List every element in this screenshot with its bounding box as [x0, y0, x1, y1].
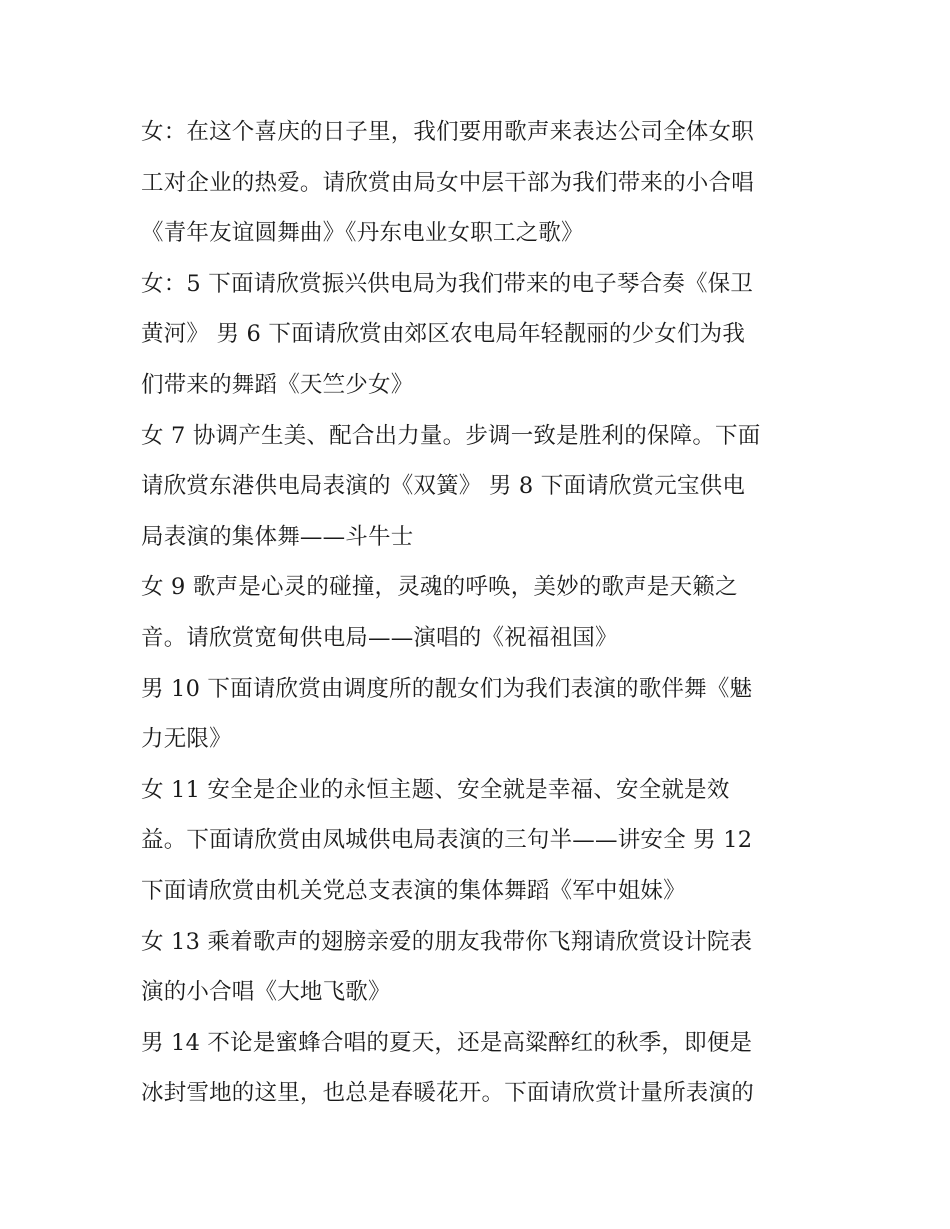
text-line: 女 11 安全是企业的永恒主题、安全就是幸福、安全就是效 — [141, 776, 730, 803]
text-line: 力无限》 — [141, 726, 232, 753]
text-line: 工对企业的热爱。请欣赏由局女中层干部为我们带来的小合唱 — [141, 169, 754, 196]
text-line: 男 10 下面请欣赏由调度所的靓女们为我们表演的歌伴舞《魅 — [141, 675, 753, 702]
text-line: 女：在这个喜庆的日子里，我们要用歌声来表达公司全体女职 — [141, 119, 754, 145]
text-line: 演的小合唱《大地飞歌》 — [141, 979, 391, 1006]
text-line: 们带来的舞蹈《天竺少女》 — [141, 371, 414, 398]
text-line: 女 13 乘着歌声的翅膀亲爱的朋友我带你飞翔请欣赏设计院表 — [141, 928, 753, 955]
text-line: 女：5 下面请欣赏振兴供电局为我们带来的电子琴合奏《保卫 — [141, 270, 754, 297]
text-line: 《青年友谊圆舞曲》《丹东电业女职工之歌》 — [141, 220, 584, 247]
text-line: 请欣赏东港供电局表演的《双簧》 男 8 下面请欣赏元宝供电 — [141, 473, 746, 500]
document-body — [141, 107, 821, 1119]
text-line: 益。下面请欣赏由凤城供电局表演的三句半——讲安全 男 12 — [141, 827, 753, 854]
text-line: 局表演的集体舞——斗牛士 — [141, 523, 414, 550]
text-line: 女 7 协调产生美、配合出力量。步调一致是胜利的保障。下面 — [141, 422, 761, 449]
text-line: 下面请欣赏由机关党总支表演的集体舞蹈《军中姐妹》 — [141, 877, 686, 904]
text-line: 男 14 不论是蜜蜂合唱的夏天，还是高粱醉红的秋季，即便是 — [141, 1029, 753, 1056]
text-line: 黄河》 男 6 下面请欣赏由郊区农电局年轻靓丽的少女们为我 — [141, 321, 746, 348]
text-line: 音。请欣赏宽甸供电局——演唱的《祝福祖国》 — [141, 624, 618, 651]
text-line: 冰封雪地的这里，也总是春暖花开。下面请欣赏计量所表演的 — [141, 1080, 754, 1107]
text-line: 女 9 歌声是心灵的碰撞，灵魂的呼唤，美妙的歌声是天籁之 — [141, 574, 738, 601]
